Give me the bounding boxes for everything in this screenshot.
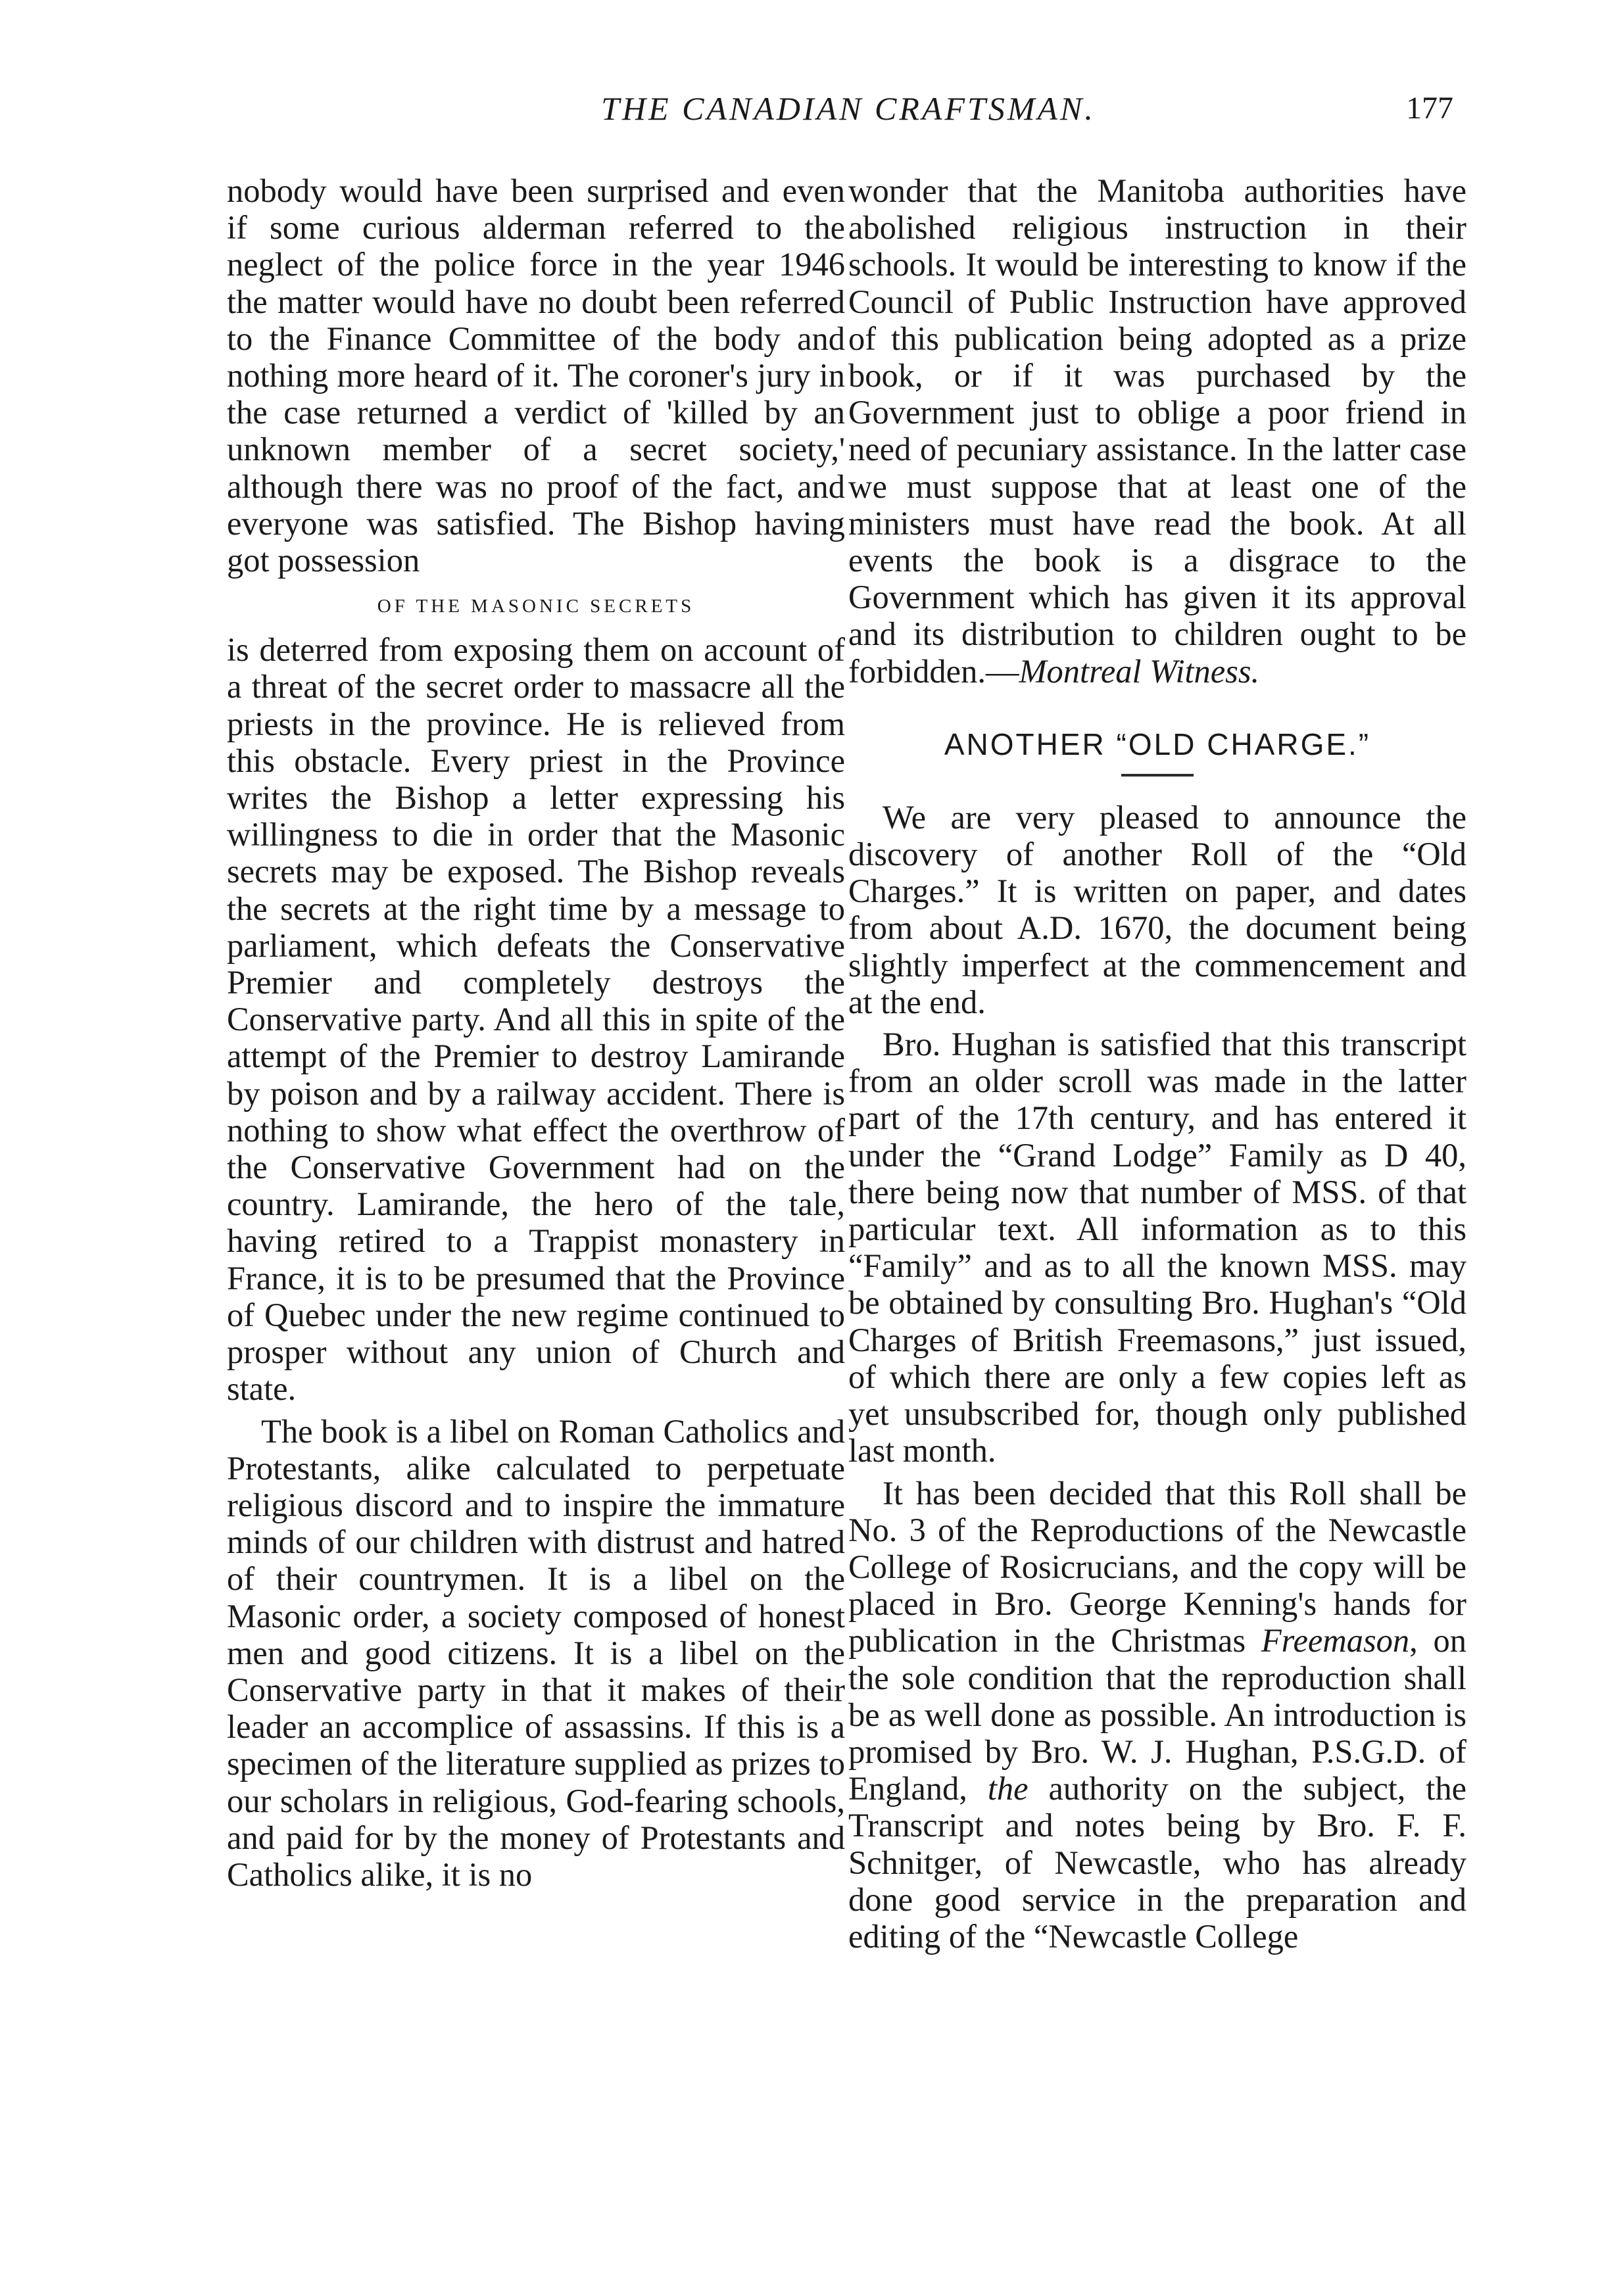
right-column — [848, 172, 1466, 1955]
section-title-old-charge: ANOTHER “OLD CHARGE.” — [944, 727, 1371, 761]
right-paragraph-2: We are very pleased to announce the discovery of another Roll of the “Old Charges.” It is written on paper, and dates from about A.D. 1670, the document being slightly imperfect at the commencement and at the end. — [848, 798, 1466, 1020]
page-number: 177 — [1406, 91, 1453, 126]
right-paragraph-4-text-c: authority on the subject, the Transcript and notes being by Bro. F. F. Schnitger, of Newcastle, who has already done good service in the preparation and editing of the “Newcastle College — [848, 1770, 1466, 1955]
right-paragraph-4-text-a: It has been decided that this Roll shall be No. 3 of the Reproductions of the Newcastle College of Rosicrucians, and the copy will be placed in Bro. George Kenning's hands for publication in the Christmas — [848, 1474, 1466, 1660]
emphasis-the: the — [987, 1770, 1029, 1807]
left-paragraph-1: nobody would have been surprised and even if some curious alderman referred to the neglect of the police force in the year 1946 the matter would have no doubt been referred to the Finance Committee of the body and nothing more heard of it. The coroner's jury in the case returned a verdict of 'killed by an unknown member of a secret society,' although there was no proof of the fact, and everyone was satisfied. The Bishop having got possession — [227, 172, 845, 579]
right-paragraph-4 — [848, 1475, 1466, 1955]
title-rule — [1121, 774, 1194, 777]
left-paragraph-2: is deterred from exposing them on account of a threat of the secret order to massacre all the priests in the province. He is relieved from this obstacle. Every priest in the Province writes the Bishop a letter expressing his willingness to die in order that the Masonic secrets may be exposed. The Bishop reveals the secrets at the right time by a message to parliament, which defeats the Conservative Premier and completely destroys the Conservative party. And all this in spite of the attempt of the Premier to destroy Lamirande by poison and by a railway accident. There is nothing to show what effect the overthrow of the Conservative Government had on the country. Lamirande, the hero of the tale, having retired to a Trappist monastery in France, it is to be presumed that the Province of Quebec under the new regime continued to prosper without any union of Church and state. — [227, 631, 845, 1408]
right-paragraph-4-text-b: , on the sole condition that the reproduction shall be as well done as possible. An introduction is promised by Bro. W. J. Hughan, P.S.G.D. of England, — [848, 1622, 1466, 1807]
source-citation: Montreal Witness. — [1019, 652, 1260, 690]
right-paragraph-1 — [848, 172, 1466, 690]
page-header — [224, 79, 1473, 138]
right-paragraph-3: Bro. Hughan is satisfied that this transcript from an older scroll was made in the latter part of the 17th century, and has entered it under the “Grand Lodge” Family as D 40, there being now that number of MSS. of that particular text. All information as to this “Family” and as to all the known MSS. may be obtained by consulting Bro. Hughan's “Old Charges of British Freemasons,” just issued, of which there are only a few copies left as yet unsubscribed for, though only published last month. — [848, 1026, 1466, 1470]
left-column — [227, 172, 845, 1893]
masonic-secrets-subheading: OF THE MASONIC SECRETS — [377, 596, 695, 617]
left-paragraph-3: The book is a libel on Roman Catholics and Protestants, alike calculated to perpetuate religious discord and to inspire the immature minds of our children with distrust and hatred of their countrymen. It is a libel on the Masonic order, a society composed of honest men and good citizens. It is a libel on the Conservative party in that it makes of their leader an accomplice of assassins. If this is a specimen of the literature supplied as prizes to our scholars in religious, God-fearing schools, and paid for by the money of Protestants and Catholics alike, it is no — [227, 1412, 845, 1893]
running-title: THE CANADIAN CRAFTSMAN. — [601, 90, 1096, 127]
right-paragraph-1-text: wonder that the Manitoba authorities have abolished religious instruction in their schools. It would be interesting to know if the Council of Public Instruction have approved of this publication being adopted as a prize book, or if it was purchased by the Government just to oblige a poor friend in need of pecuniary assistance. In the latter case we must suppose that at least one of the ministers must have read the book. At all events the book is a disgrace to the Government which has given it its approval and its distribution to children ought to be forbidden.— — [848, 172, 1466, 690]
freemason-title: Freemason — [1261, 1622, 1410, 1660]
